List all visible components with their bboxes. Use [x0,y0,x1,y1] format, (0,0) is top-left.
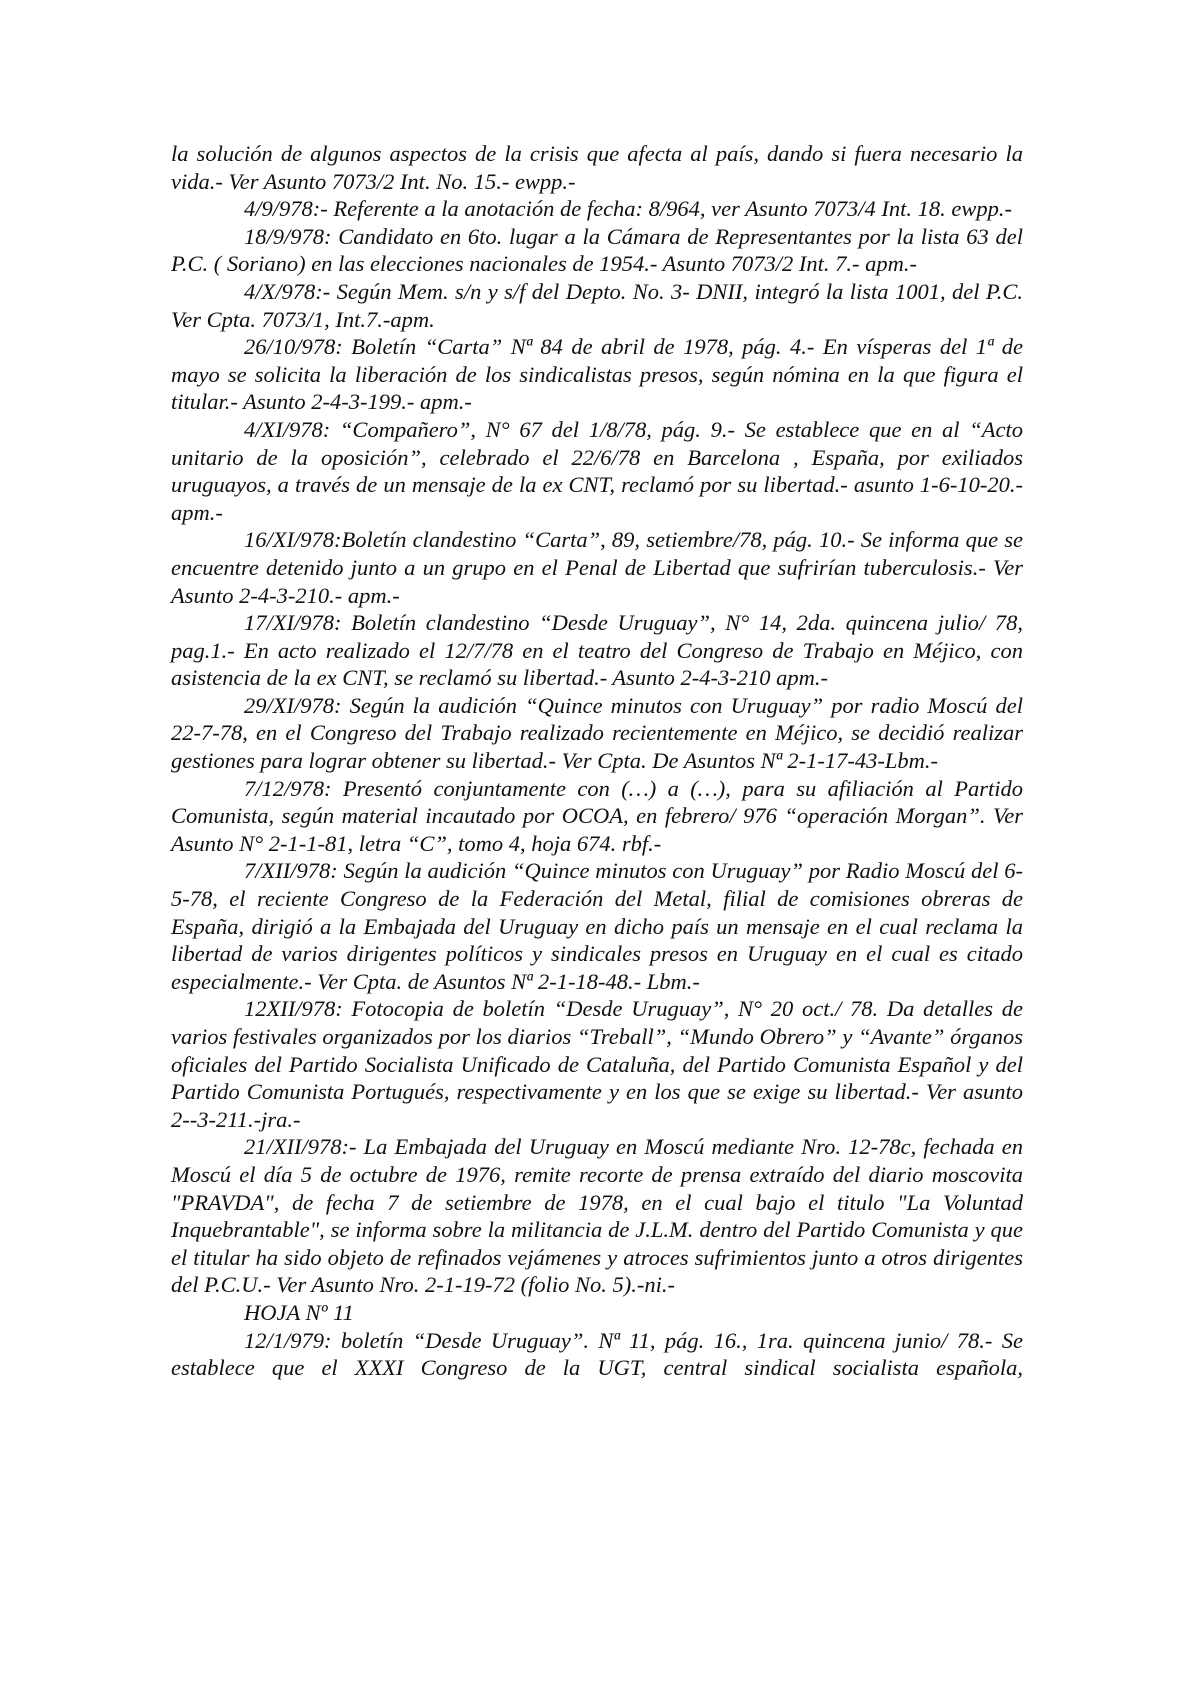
sheet-heading: HOJA Nº 11 [244,1299,354,1325]
entry-21-xii-978: 21/XII/978:- La Embajada del Uruguay en Moscú mediante Nro. 12-78c, fechada en Moscú el día 5 de octubre de 1976, remite recorte de prensa extraído del diario moscovita "PRAVDA", de fecha 7 de setiembre de 1978, en el cual bajo el titulo "La Voluntad Inquebrantable", se informa sobre la militancia de J.L.M. dentro del Partido Comunista y que el titular ha sido objeto de refinados vejámenes y atroces sufrimientos junto a otros dirigentes del P.C.U.- Ver Asunto Nro. 2-1-19-72 (folio No. 5).-ni.- [171,1134,1023,1298]
entry-12-xii-978: 12XII/978: Fotocopia de boletín “Desde Uruguay”, N° 20 oct./ 78. Da detalles de varios festivales organizados por los diarios “Treball”, “Mundo Obrero” y “Avante” órganos oficiales del Partido Socialista Unificado de Cataluña, del Partido Comunista Español y del Partido Comunista Portugués, respectivamente y en los que se exige su libertad.- Ver asunto 2--3-211.-jra.- [171,996,1023,1132]
entry-4-x-978: 4/X/978:- Según Mem. s/n y s/f del Depto. No. 3- DNII, integró la lista 1001, del P.C. Ver Cpta. 7073/1, Int.7.-apm. [171,278,1023,332]
document-page [171,140,1023,1382]
entry-7-xii-978: 7/XII/978: Según la audición “Quince minutos con Uruguay” por Radio Moscú del 6-5-78, el reciente Congreso de la Federación del Metal, filial de comisiones obreras de España, dirigió a la Embajada del Uruguay en dicho país un mensaje en el cual reclama la libertad de varios dirigentes políticos y sindicales presos en Uruguay en el cual es citado especialmente.- Ver Cpta. de Asuntos Nª 2-1-18-48.- Lbm.- [171,858,1023,994]
entry-4-xi-978: 4/XI/978: “Compañero”, N° 67 del 1/8/78, pág. 9.- Se establece que en al “Acto unitario de la oposición”, celebrado el 22/6/78 en Barcelona , España, por exiliados uruguayos, a través de un mensaje de la ex CNT, reclamó por su libertad.- asunto 1-6-10-20.- apm.- [171,416,1023,525]
entry-7-12-978: 7/12/978: Presentó conjuntamente con (…) a (…), para su afiliación al Partido Comunista, según material incautado por OCOA, en febrero/ 976 “operación Morgan”. Ver Asunto N° 2-1-1-81, letra “C”, tomo 4, hoja 674. rbf.- [171,775,1023,856]
entry-12-1-979: 12/1/979: boletín “Desde Uruguay”. Nª 11, pág. 16., 1ra. quincena junio/ 78.- Se establece que el XXXI Congreso de la UGT, central sindical socialista española, [171,1327,1023,1381]
entry-16-xi-978: 16/XI/978:Boletín clandestino “Carta”, 89, setiembre/78, pág. 10.- Se informa que se encuentre detenido junto a un grupo en el Penal de Libertad que sufrirían tuberculosis.- Ver Asunto 2-4-3-210.- apm.- [171,527,1023,608]
entry-26-10-978: 26/10/978: Boletín “Carta” Nª 84 de abril de 1978, pág. 4.- En vísperas del 1ª de mayo se solicita la liberación de los sindicalistas presos, según nómina en la que figura el titular.- Asunto 2-4-3-199.- apm.- [171,334,1023,415]
paragraph-continuation: la solución de algunos aspectos de la crisis que afecta al país, dando si fuera necesario la vida.- Ver Asunto 7073/2 Int. No. 15.- ewpp.- [171,141,1023,194]
entry-29-xi-978: 29/XI/978: Según la audición “Quince minutos con Uruguay” por radio Moscú del 22-7-78, en el Congreso del Trabajo realizado recientemente en Méjico, se decidió realizar gestiones para lograr obtener su libertad.- Ver Cpta. De Asuntos Nª 2-1-17-43-Lbm.- [171,692,1023,774]
entry-18-9-978: 18/9/978: Candidato en 6to. lugar a la Cámara de Representantes por la lista 63 del P.C. ( Soriano) en las elecciones nacionales de 1954.- Asunto 7073/2 Int. 7.- apm.- [171,223,1023,277]
entry-17-xi-978: 17/XI/978: Boletín clandestino “Desde Uruguay”, N° 14, 2da. quincena julio/ 78, pag.1.- En acto realizado el 12/7/78 en el teatro del Congreso de Trabajo en Méjico, con asistencia de la ex CNT, se reclamó su libertad.- Asunto 2-4-3-210 apm.- [171,610,1023,691]
entry-4-9-978: 4/9/978:- Referente a la anotación de fecha: 8/964, ver Asunto 7073/4 Int. 18. ewpp.- [244,196,1012,222]
